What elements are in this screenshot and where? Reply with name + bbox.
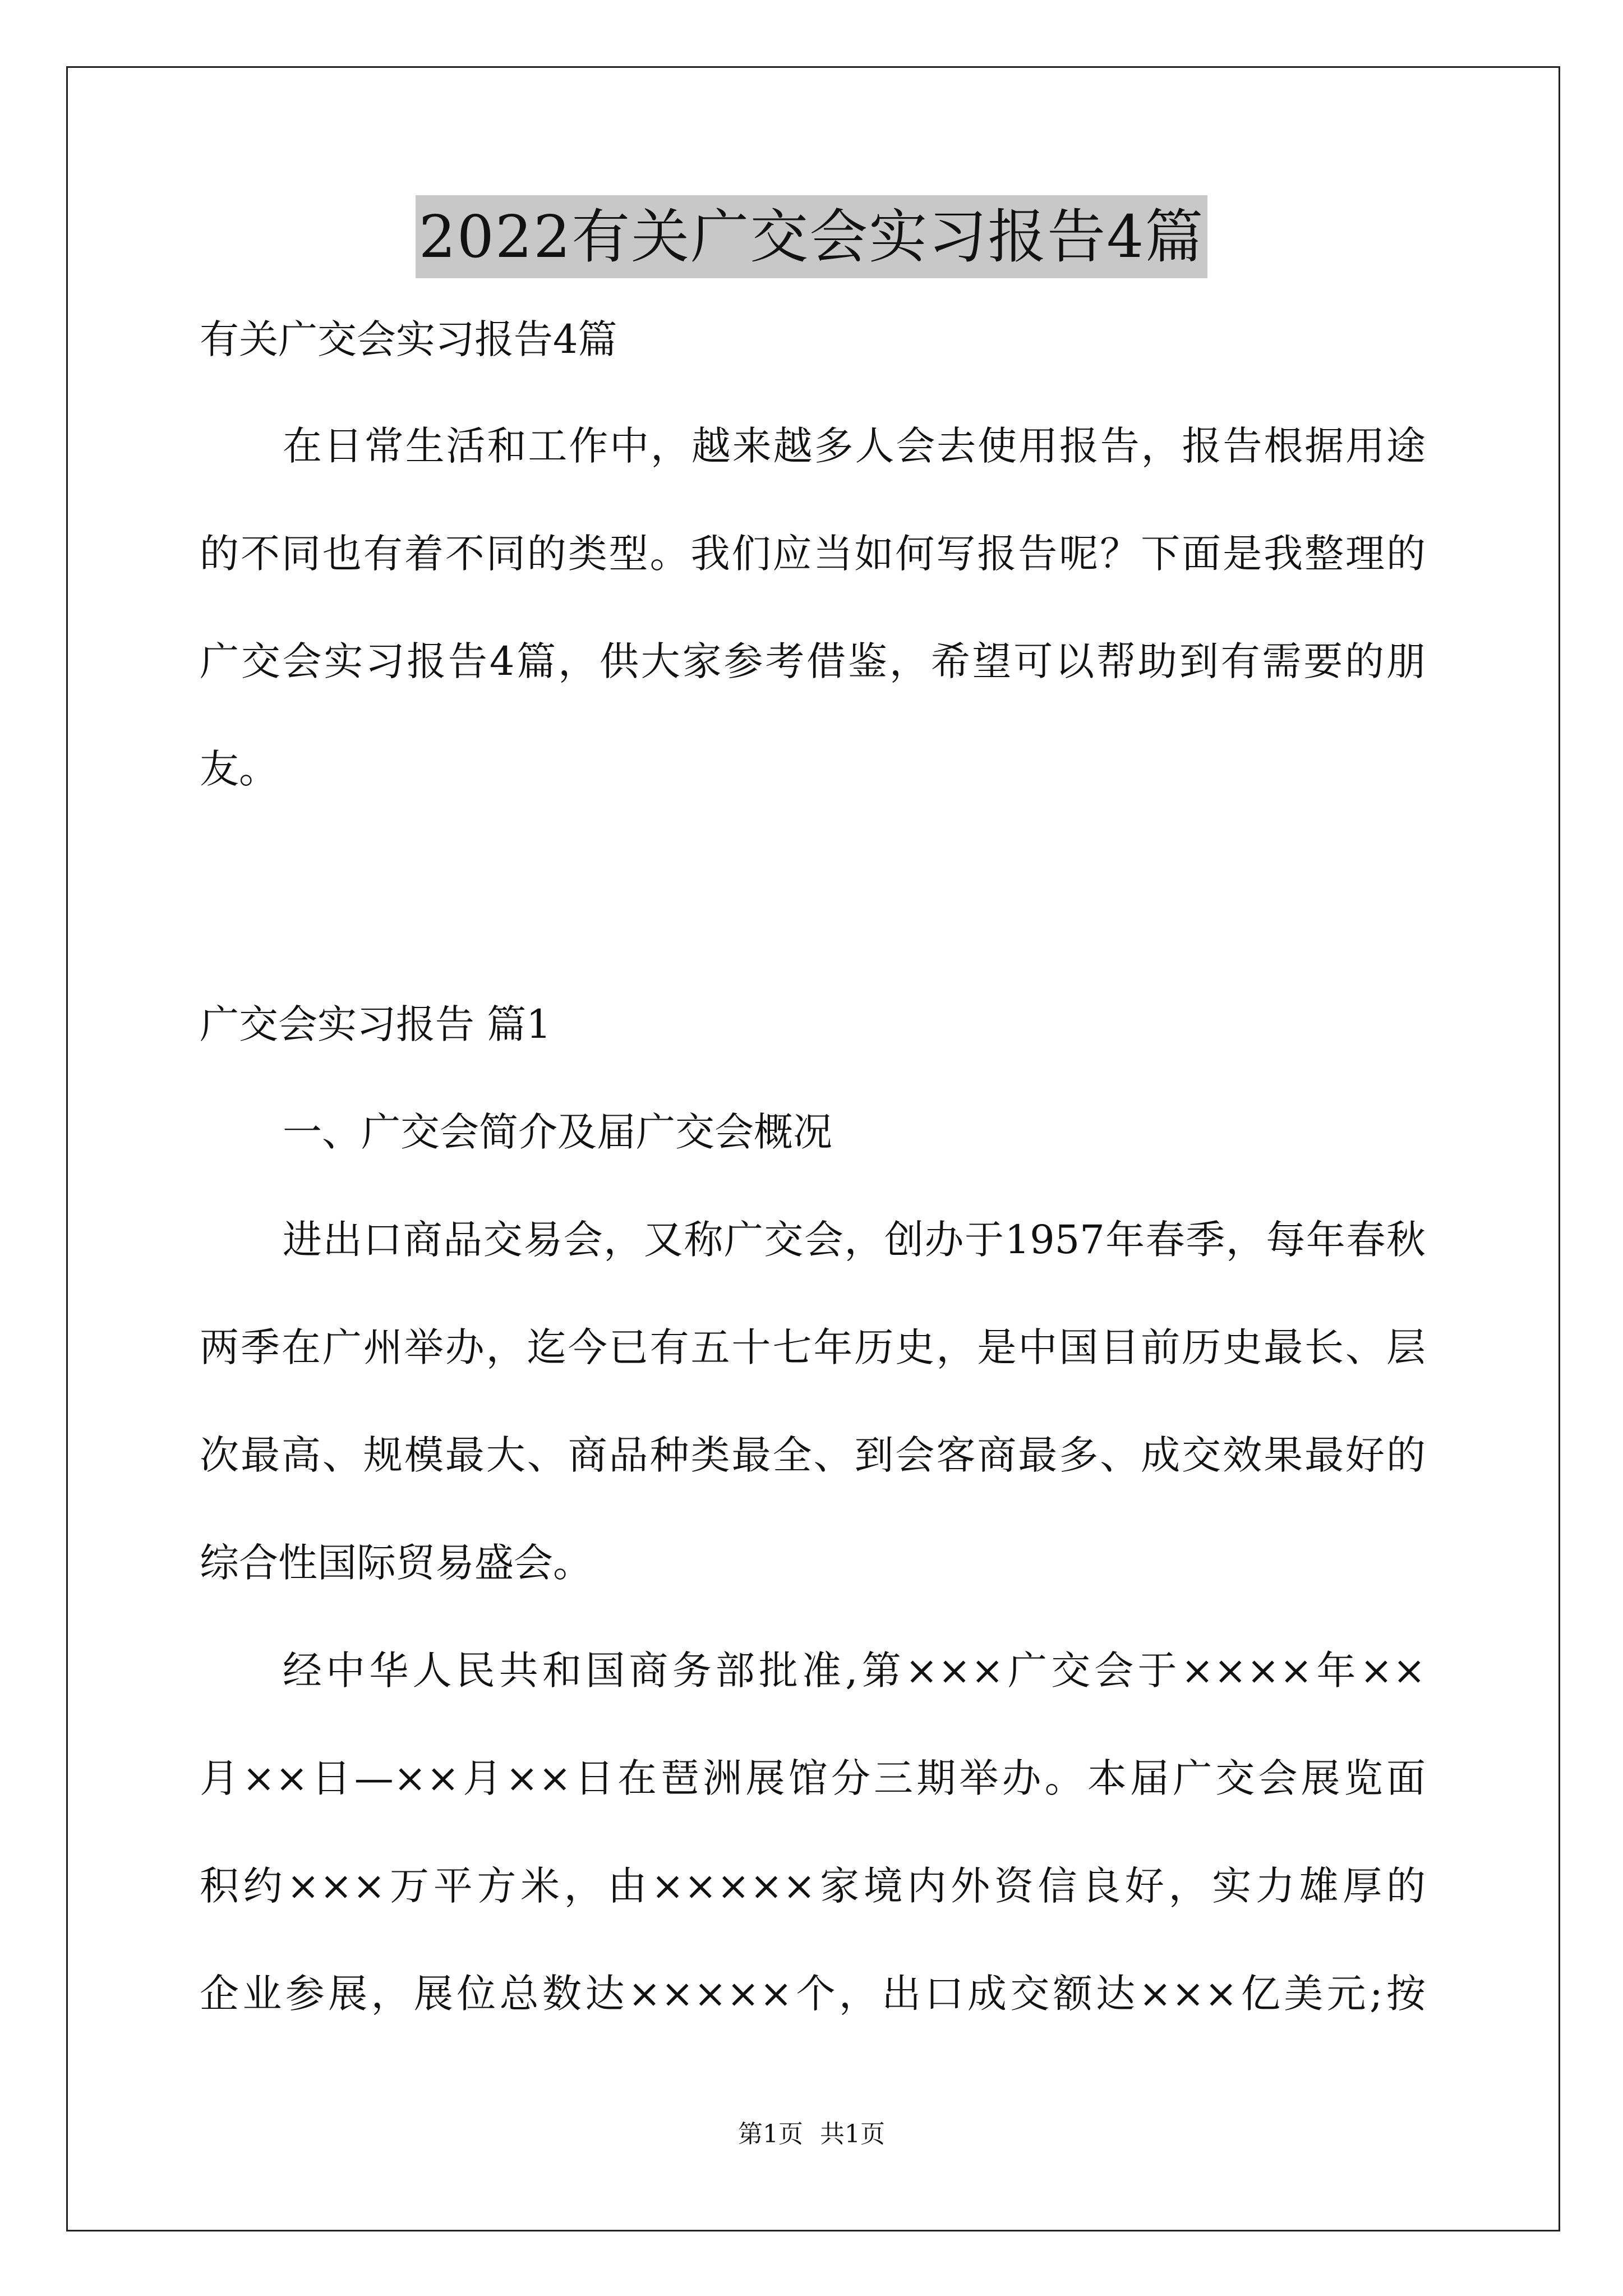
document-title: 2022有关广交会实习报告4篇 — [416, 195, 1208, 278]
title-container — [0, 195, 1623, 278]
page-number-total: 共1页 — [820, 2120, 885, 2148]
paragraph-line: 进出口商品交易会，又称广交会，创办于1957年春季，每年春秋 — [283, 1217, 1426, 1263]
intro-line: 广交会实习报告4篇，供大家参考借鉴，希望可以帮助到有需要的朋 — [200, 638, 1426, 684]
intro-line: 的不同也有着不同的类型。我们应当如何写报告呢？下面是我整理的 — [200, 531, 1426, 577]
subheading: 一、广交会简介及届广交会概况 — [283, 1109, 832, 1155]
intro-line: 在日常生活和工作中，越来越多人会去使用报告，报告根据用途 — [283, 423, 1426, 469]
page-number-current: 第1页 — [738, 2120, 803, 2148]
paragraph-line: 综合性国际贸易盛会。 — [200, 1540, 592, 1586]
intro-line: 友。 — [200, 746, 278, 792]
section-heading: 广交会实习报告 篇1 — [200, 1001, 551, 1047]
paragraph-line: 积约×××万平方米，由×××××家境内外资信良好，实力雄厚的 — [200, 1863, 1426, 1909]
paragraph-line: 次最高、规模最大、商品种类最全、到会客商最多、成交效果最好的 — [200, 1432, 1426, 1478]
paragraph-line: 两季在广州举办，迄今已有五十七年历史，是中国目前历史最长、层 — [200, 1324, 1426, 1370]
paragraph-line: 企业参展，展位总数达×××××个，出口成交额达×××亿美元;按 — [200, 1971, 1426, 2017]
document-subtitle: 有关广交会实习报告4篇 — [200, 316, 617, 362]
page-footer — [0, 2118, 1623, 2151]
paragraph-line: 经中华人民共和国商务部批准,第×××广交会于××××年×× — [283, 1648, 1426, 1694]
paragraph-line: 月××日—××月××日在琶洲展馆分三期举办。本届广交会展览面 — [200, 1755, 1426, 1801]
